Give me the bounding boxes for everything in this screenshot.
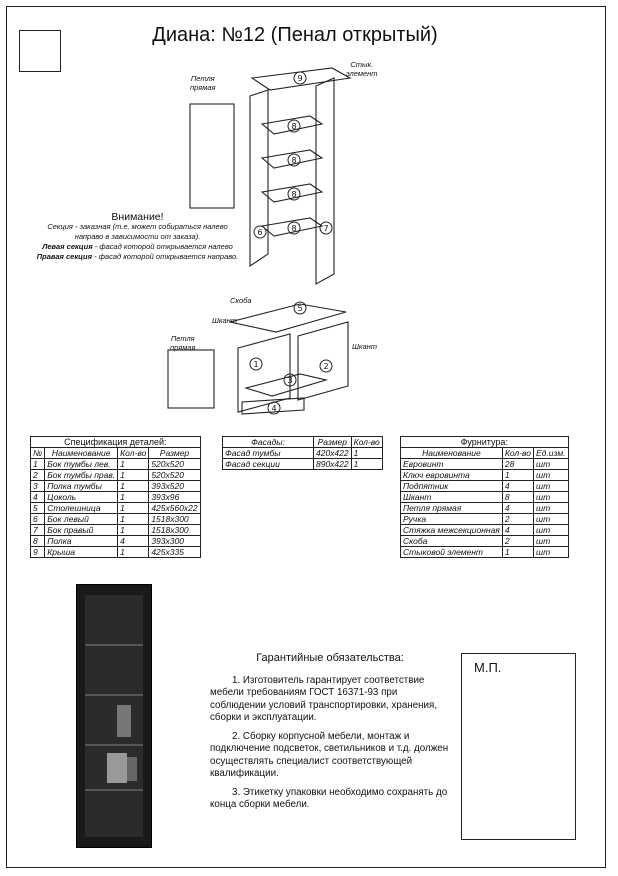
- table-cell: Стыковой элемент: [401, 547, 503, 558]
- hardware-row: [401, 459, 569, 470]
- table-cell: Шкант: [401, 492, 503, 503]
- spec-row: [31, 492, 201, 503]
- part-number: 8: [291, 122, 297, 131]
- table-cell: шт: [534, 514, 569, 525]
- spec-row: [31, 547, 201, 558]
- table-cell: 520х520: [149, 470, 200, 481]
- table-cell: Бок тумбы лев.: [45, 459, 118, 470]
- table-cell: Крыша: [45, 547, 118, 558]
- table-cell: Скоба: [401, 536, 503, 547]
- table-cell: Ключ евровинта: [401, 470, 503, 481]
- table-cell: 1: [118, 459, 149, 470]
- hardware-row: [401, 481, 569, 492]
- part-number: 9: [297, 74, 303, 83]
- logo-box: [19, 30, 61, 72]
- dowel-label-2: Шкант: [352, 342, 377, 351]
- hardware-table: [400, 436, 569, 558]
- warranty-section: [210, 652, 450, 818]
- col-header: Ед.изм.: [534, 448, 569, 459]
- col-header: Кол-во: [351, 437, 382, 448]
- table-cell: 4: [502, 503, 533, 514]
- table-cell: 890х422: [314, 459, 352, 470]
- table-cell: шт: [534, 459, 569, 470]
- table-cell: 393х520: [149, 481, 200, 492]
- stamp-label: М.П.: [474, 660, 502, 675]
- part-number: 2: [323, 362, 329, 371]
- notice-left: Левая секция - фасад которой открывается налево: [42, 242, 233, 251]
- table-cell: 2: [31, 470, 45, 481]
- col-header: Размер: [149, 448, 200, 459]
- table-cell: шт: [534, 536, 569, 547]
- assembly-notice: [25, 212, 250, 262]
- part-number: 1: [253, 360, 259, 369]
- part-number: 5: [297, 304, 303, 313]
- spec-row: [31, 514, 201, 525]
- hardware-row: [401, 503, 569, 514]
- table-cell: 1: [502, 470, 533, 481]
- col-header: №: [31, 448, 45, 459]
- table-cell: Бок правый: [45, 525, 118, 536]
- hardware-row: [401, 536, 569, 547]
- table-cell: 1: [118, 481, 149, 492]
- spec-row: [31, 503, 201, 514]
- part-number: 8: [291, 224, 297, 233]
- hardware-row: [401, 470, 569, 481]
- table-cell: 1: [351, 448, 382, 459]
- col-header: Наименование: [401, 448, 503, 459]
- table-cell: 6: [31, 514, 45, 525]
- table-cell: 520х520: [149, 459, 200, 470]
- table-cell: Бок левый: [45, 514, 118, 525]
- warranty-item: 1. Изготовитель гарантирует соответствие мебели требованиям ГОСТ 16371-93 при соблюдении условий транспортировки, хранения, сборки и эксплуатации.: [210, 674, 438, 723]
- right-side-panel: [316, 78, 334, 284]
- hinge-label-top: Петля прямая: [190, 74, 216, 92]
- col-header: Кол-во: [118, 448, 149, 459]
- table-cell: 1: [31, 459, 45, 470]
- spec-caption: Спецификация деталей:: [31, 437, 201, 448]
- table-cell: Фасад секции: [223, 459, 314, 470]
- table-cell: 1: [118, 503, 149, 514]
- table-cell: шт: [534, 481, 569, 492]
- table-cell: Ручка: [401, 514, 503, 525]
- table-cell: Полка: [45, 536, 118, 547]
- table-cell: Подпятник: [401, 481, 503, 492]
- notice-line: Секция - заказная (т.е. может собираться налево: [47, 222, 228, 231]
- table-cell: 1518х300: [149, 525, 200, 536]
- table-cell: 9: [31, 547, 45, 558]
- spec-row: [31, 470, 201, 481]
- col-header: Размер: [314, 437, 352, 448]
- table-cell: 425х335: [149, 547, 200, 558]
- table-cell: Полка тумбы: [45, 481, 118, 492]
- section-facade: [190, 104, 234, 208]
- spec-row: [31, 481, 201, 492]
- part-number: 8: [291, 190, 297, 199]
- part-number: 6: [257, 228, 263, 237]
- table-cell: 393х96: [149, 492, 200, 503]
- cabinet-facade: [168, 350, 214, 408]
- table-cell: 425х560х22: [149, 503, 200, 514]
- hardware-row: [401, 525, 569, 536]
- table-cell: 2: [502, 514, 533, 525]
- hardware-row: [401, 547, 569, 558]
- table-cell: 1: [118, 470, 149, 481]
- notice-right: Правая секция - фасад которой открывается направо.: [36, 252, 239, 261]
- col-header: Кол-во: [502, 448, 533, 459]
- table-cell: шт: [534, 470, 569, 481]
- table-cell: 1: [118, 547, 149, 558]
- table-cell: шт: [534, 547, 569, 558]
- table-cell: Петля прямая: [401, 503, 503, 514]
- col-header: Наименование: [45, 448, 118, 459]
- table-cell: Цоколь: [45, 492, 118, 503]
- part-number: 8: [291, 156, 297, 165]
- joint-label: Стык. элемент: [346, 60, 378, 78]
- table-cell: 2: [502, 536, 533, 547]
- table-cell: Стяжка межсекционная: [401, 525, 503, 536]
- warranty-title: Гарантийные обязательства:: [256, 652, 404, 664]
- table-cell: шт: [534, 525, 569, 536]
- table-cell: 8: [31, 536, 45, 547]
- table-cell: 1: [502, 547, 533, 558]
- bracket-label: Скоба: [230, 296, 252, 305]
- facades-table: [222, 436, 383, 470]
- table-cell: 7: [31, 525, 45, 536]
- table-cell: 1: [118, 525, 149, 536]
- table-cell: 1: [118, 492, 149, 503]
- part-number: 3: [287, 376, 293, 385]
- table-cell: 4: [31, 492, 45, 503]
- table-cell: 4: [502, 525, 533, 536]
- table-cell: Евровинт: [401, 459, 503, 470]
- spec-row: [31, 525, 201, 536]
- table-cell: 5: [31, 503, 45, 514]
- table-cell: 28: [502, 459, 533, 470]
- hinge-label-bottom: Петля прямая: [170, 334, 196, 352]
- table-cell: шт: [534, 492, 569, 503]
- notice-heading: Внимание!: [111, 211, 164, 223]
- facade-row: [223, 448, 383, 459]
- table-cell: Бок тумбы прав.: [45, 470, 118, 481]
- table-cell: 1: [118, 514, 149, 525]
- page-title: Диана: №12 (Пенал открытый): [152, 24, 438, 46]
- hardware-row: [401, 514, 569, 525]
- col-header: Фасады:: [223, 437, 314, 448]
- left-side-panel: [250, 90, 268, 266]
- table-cell: Столешница: [45, 503, 118, 514]
- table-cell: 8: [502, 492, 533, 503]
- table-cell: шт: [534, 503, 569, 514]
- facade-row: [223, 459, 383, 470]
- spec-row: [31, 459, 201, 470]
- part-number: 4: [271, 404, 277, 413]
- hardware-caption: Фурнитура:: [401, 437, 569, 448]
- hardware-row: [401, 492, 569, 503]
- table-cell: 3: [31, 481, 45, 492]
- table-cell: 4: [118, 536, 149, 547]
- table-cell: 393х300: [149, 536, 200, 547]
- table-cell: 1518х300: [149, 514, 200, 525]
- part-number: 7: [323, 224, 329, 233]
- table-cell: 4: [502, 481, 533, 492]
- stamp-box: [461, 653, 576, 840]
- parts-spec-table: [30, 436, 201, 558]
- product-photo: [76, 584, 152, 848]
- table-cell: 1: [351, 459, 382, 470]
- table-cell: 420х422: [314, 448, 352, 459]
- spec-row: [31, 536, 201, 547]
- warranty-item: 3. Этикетку упаковки необходимо сохранять до конца сборки мебели.: [210, 786, 448, 810]
- table-cell: Фасад тумбы: [223, 448, 314, 459]
- warranty-item: 2. Сборку корпусной мебели, монтаж и подключение подсветок, светильников и т.д. должен осуществлять специалист соответствующей квалификации.: [210, 730, 449, 779]
- notice-line: направо в зависимости от заказа).: [74, 232, 201, 241]
- dowel-label-1: Шкант: [212, 316, 237, 325]
